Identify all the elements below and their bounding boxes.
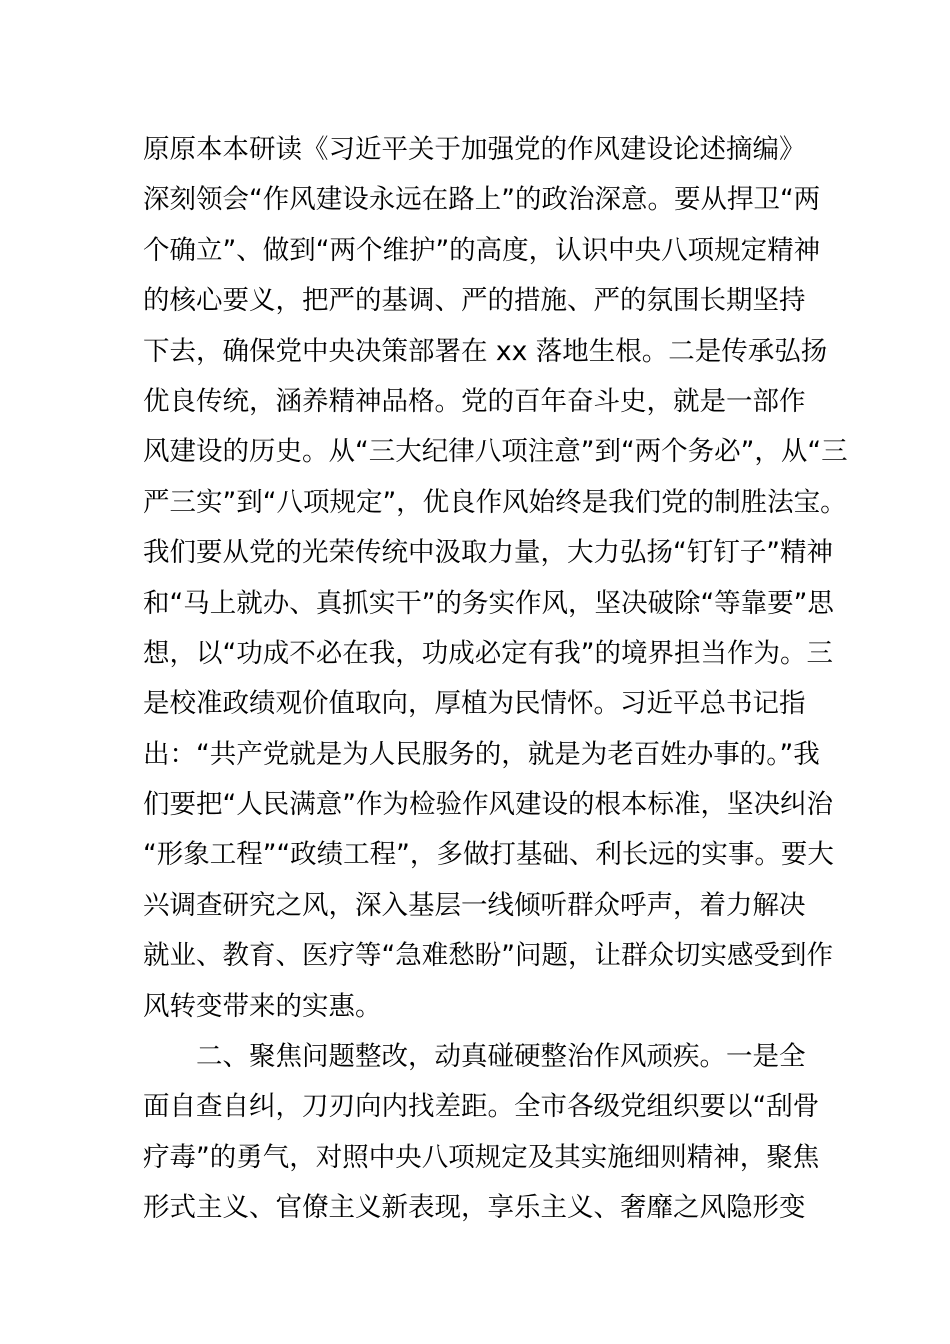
text-line: 想，以“功成不必在我，功成必定有我”的境界担当作为。三 xyxy=(143,637,833,669)
text-line: 我们要从党的光荣传统中汲取力量，大力弘扬“钉钉子”精神 xyxy=(143,537,833,569)
text-line: 深刻领会“作风建设永远在路上”的政治深意。要从捍卫“两 xyxy=(143,184,821,216)
text-line: 优良传统，涵养精神品格。党的百年奋斗史，就是一部作 xyxy=(143,385,806,417)
text-line: “形象工程”“政绩工程”，多做打基础、利长远的实事。要大 xyxy=(143,839,834,871)
text-line: 个确立”、做到“两个维护”的高度，认识中央八项规定精神 xyxy=(143,234,821,266)
paragraph-start-line: 二、聚焦问题整改，动真碰硬整治作风顽疾。一是全 xyxy=(196,1041,806,1073)
text-line: 们要把“人民满意”作为检验作风建设的根本标准，坚决纠治 xyxy=(143,789,833,821)
document-body xyxy=(143,125,848,1234)
text-line: 是校准政绩观价值取向，厚植为民情怀。习近平总书记指 xyxy=(143,688,806,720)
text-line: 兴调查研究之风，深入基层一线倾听群众呼声，着力解决 xyxy=(143,889,806,921)
text-line: 下去，确保党中央决策部署在 xx 落地生根。二是传承弘扬 xyxy=(143,335,828,367)
text-line: 严三实”到“八项规定”，优良作风始终是我们党的制胜法宝。 xyxy=(143,486,847,518)
text-line: 和“马上就办、真抓实干”的务实作风，坚决破除“等靠要”思 xyxy=(143,587,834,619)
text-line: 疗毒”的勇气，对照中央八项规定及其实施细则精神，聚焦 xyxy=(143,1141,820,1173)
text-line: 原原本本研读《习近平关于加强党的作风建设论述摘编》 xyxy=(143,134,806,165)
text-line: 的核心要义，把严的基调、严的措施、严的氛围长期坚持 xyxy=(143,285,806,317)
text-line: 形式主义、官僚主义新表现，享乐主义、奢靡之风隐形变 xyxy=(143,1192,806,1224)
text-line: 就业、教育、医疗等“急难愁盼”问题，让群众切实感受到作 xyxy=(143,940,833,972)
text-line: 出：“共产党就是为人民服务的，就是为老百姓办事的。”我 xyxy=(143,738,820,770)
text-line: 风建设的历史。从“三大纪律八项注意”到“两个务必”，从“三 xyxy=(143,436,848,468)
text-line: 面自查自纠，刀刃向内找差距。全市各级党组织要以“刮骨 xyxy=(143,1091,820,1123)
text-line: 风转变带来的实惠。 xyxy=(143,990,382,1022)
